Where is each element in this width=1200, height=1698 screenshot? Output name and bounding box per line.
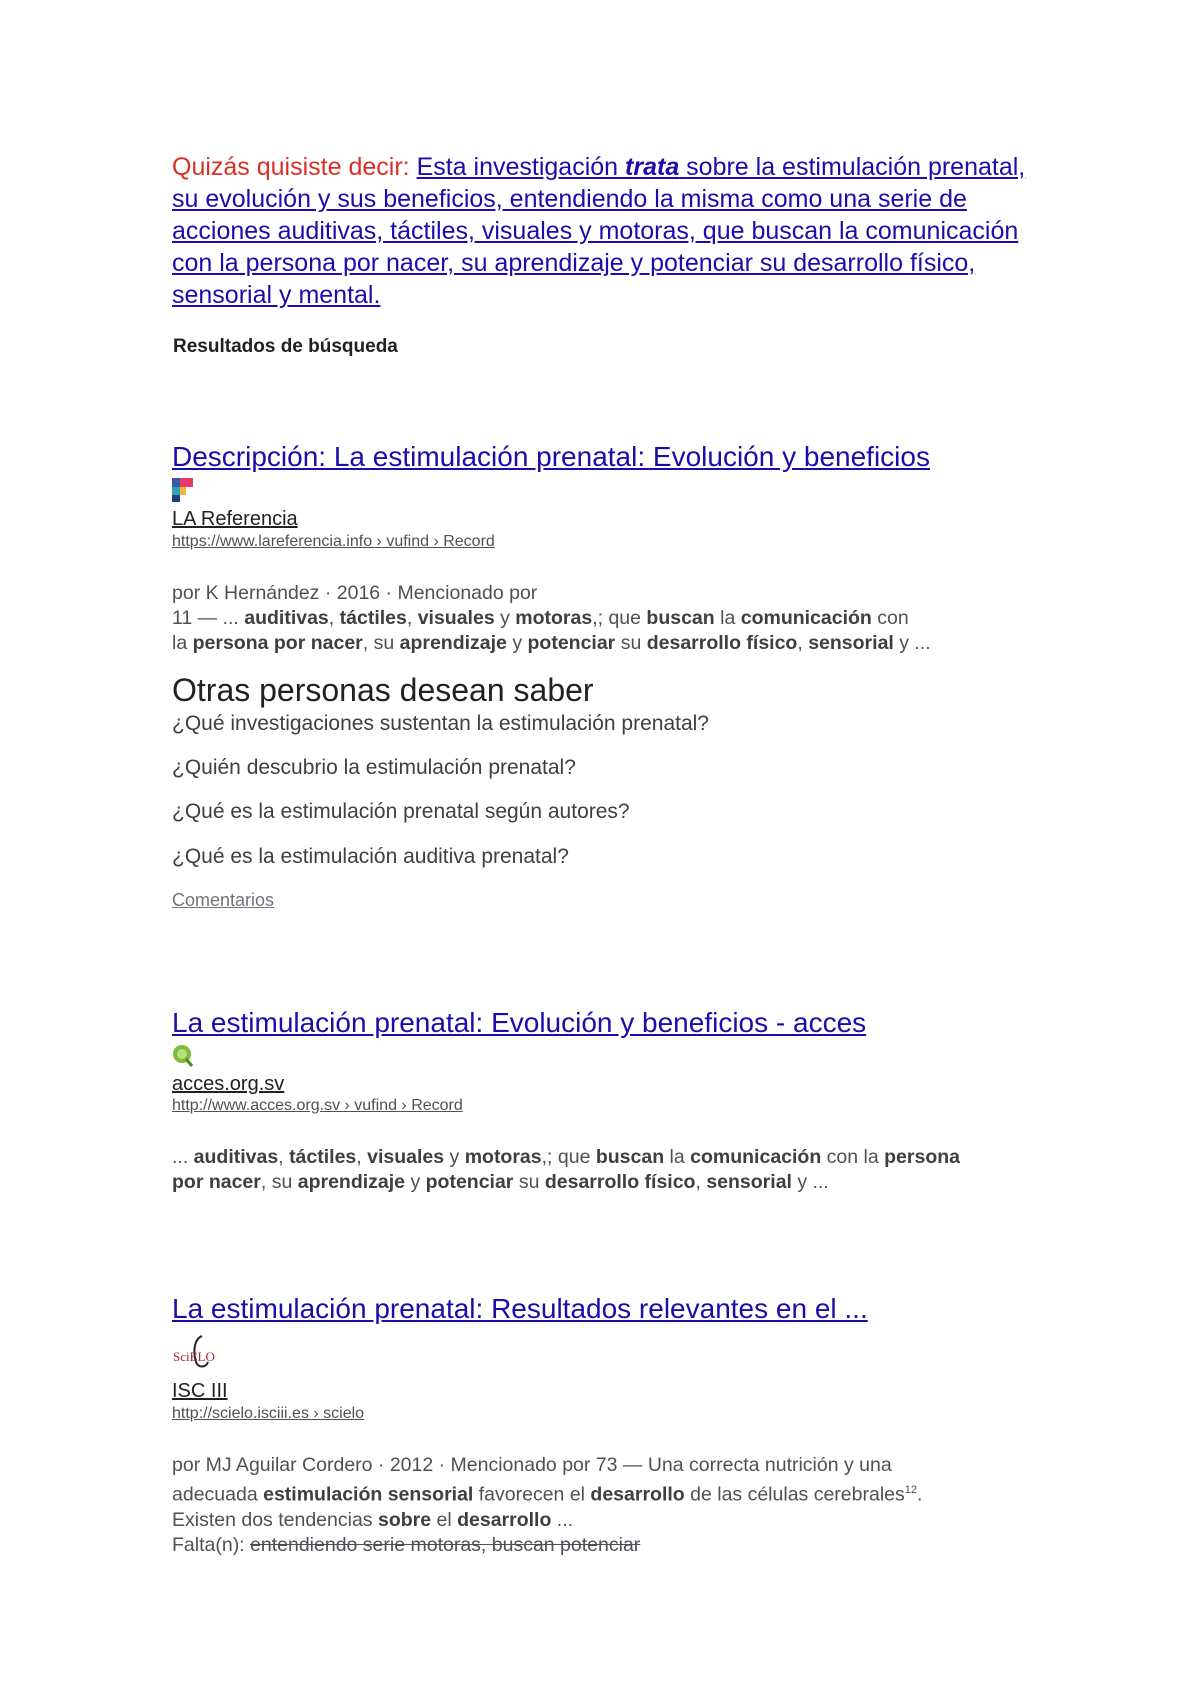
result-site-name-3[interactable]: ISC III	[172, 1380, 228, 1402]
result-title-2[interactable]: La estimulación prenatal: Evolución y beneficios - acces	[172, 1007, 867, 1038]
la-referencia-icon	[172, 478, 194, 502]
scielo-logo-text: SciELO	[173, 1349, 215, 1364]
footnote-sup: 12	[904, 1484, 918, 1496]
paa-question[interactable]: ¿Quién descubrio la estimulación prenatal?	[172, 756, 576, 779]
result-title-3[interactable]: La estimulación prenatal: Resultados relevantes en el ...	[172, 1293, 868, 1324]
result-url-3[interactable]: http://scielo.isciii.es › scielo	[172, 1405, 365, 1422]
snippet-meta: por K Hernández · 2016 · Mencionado por	[172, 582, 538, 604]
paa-question[interactable]: ¿Qué es la estimulación auditiva prenatal?	[172, 845, 569, 868]
result-site-name-1[interactable]: LA Referencia	[172, 508, 298, 530]
result-snippet-2	[172, 1145, 1052, 1195]
snippet-line: la persona por nacer, su aprendizaje y potenciar su desarrollo físico, sensorial y ...	[172, 632, 931, 654]
feedback-link[interactable]: Comentarios	[172, 890, 275, 910]
spell-suggestion	[172, 151, 1032, 311]
result-snippet-1	[172, 581, 1052, 656]
result-url-2[interactable]: http://www.acces.org.sv › vufind › Record	[172, 1097, 463, 1114]
results-heading: Resultados de búsqueda	[173, 336, 398, 357]
paa-question[interactable]: ¿Qué es la estimulación prenatal según autores?	[172, 800, 630, 823]
result-snippet-3	[172, 1453, 1052, 1558]
snippet-line: por MJ Aguilar Cordero · 2012 · Mencionado por 73 — Una correcta nutrición y una	[172, 1454, 892, 1476]
snippet-line: ... auditivas, táctiles, visuales y motoras,; que buscan la comunicación con la persona	[172, 1146, 960, 1168]
people-also-ask-title: Otras personas desean saber	[172, 672, 594, 708]
snippet-line: 11 — ... auditivas, táctiles, visuales y motoras,; que buscan la comunicación con	[172, 607, 909, 629]
scielo-icon	[172, 1332, 224, 1372]
snippet-line: Existen dos tendencias sobre el desarrollo ...	[172, 1508, 574, 1531]
result-title-1[interactable]: Descripción: La estimulación prenatal: Evolución y beneficios	[172, 441, 930, 472]
missing-terms: Falta(n): entendiendo serie motoras, buscan potenciar	[172, 1533, 641, 1556]
snippet-line: por nacer, su aprendizaje y potenciar su desarrollo físico, sensorial y ...	[172, 1171, 829, 1193]
did-you-mean-label: Quizás quisiste decir:	[172, 153, 410, 181]
spell-suggestion-link[interactable]: Esta investigación trata sobre la estimulación prenatal, su evolución y sus beneficios, entendiendo la misma como una serie de acciones auditivas, táctiles, visuales y motoras, que buscan la comunicación con la persona por nacer, su aprendizaje y potenciar su desarrollo físico, sensorial y mental.	[172, 153, 1026, 309]
result-site-name-2[interactable]: acces.org.sv	[172, 1073, 285, 1095]
snippet-line: adecuada estimulación sensorial favorecen el desarrollo de las células cerebrales$^{12}$.	[172, 1483, 923, 1506]
paa-question[interactable]: ¿Qué investigaciones sustentan la estimulación prenatal?	[172, 712, 709, 735]
result-url-1[interactable]: https://www.lareferencia.info › vufind › Record	[172, 533, 495, 550]
acces-icon	[172, 1044, 194, 1068]
